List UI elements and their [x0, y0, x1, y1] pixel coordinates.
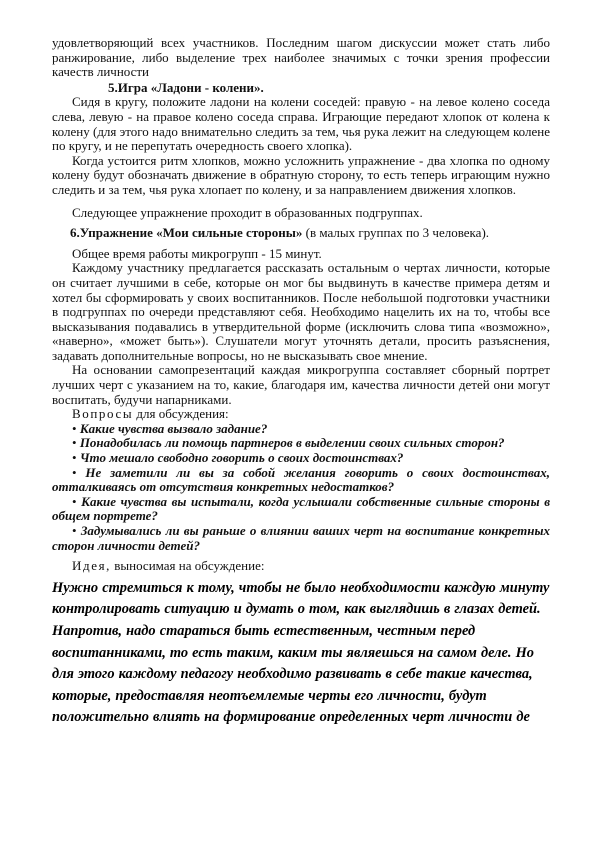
heading-exercise-note: (в малых группах по 3 человека). — [302, 225, 490, 241]
document-page — [52, 36, 550, 729]
idea-label — [52, 559, 550, 574]
question-text: Какие чувства вы испытали, когда услышали собственные сильные стороны в общем портрете? — [52, 493, 551, 524]
bullet-icon: • — [72, 420, 77, 436]
heading-game-palms-knees: 5.Игра «Ладони - колени». — [108, 79, 264, 95]
question-item — [52, 436, 550, 451]
question-item — [52, 422, 550, 437]
question-item — [52, 451, 550, 466]
question-text: Какие чувства вызвало задание? — [79, 420, 268, 436]
paragraph-group-portrait: На основании самопрезентаций каждая микрогруппа составляет сборный портрет лучших черт с указанием на то, какие, благодаря им, качества личности детей они могут воспитать, будучи напарниками. — [52, 362, 550, 407]
idea-label-spaced: Идея, — [72, 558, 112, 574]
paragraph-game-rules: Сидя в кругу, положите ладони на колени соседей: правую - на левое колено соседа слева, левую - на правое колено соседа справа. Играющие передают хлопок от колена к колену (для этого надо внимательно следить за тем, чья рука лежит на следующем колене по кругу, и не перепутать очередность своего хлопка). — [52, 94, 550, 154]
paragraph-next-exercise: Следующее упражнение проходит в образованных подгруппах. — [72, 204, 423, 220]
question-text: Понадобилась ли помощь партнеров в выделении своих сильных сторон? — [79, 435, 505, 451]
paragraph-work-time: Общее время работы микрогрупп - 15 минут. — [72, 245, 322, 261]
idea-text: Нужно стремиться к тому, чтобы не было необходимости каждую минуту контролировать ситуацию и думать о том, как выглядишь в глазах детей. Напротив, надо стараться быть естественным, честным перед воспитанниками, то есть таким, каким ты являешься на самом деле. Но для этого каждому педагогу необходимо развивать в себе такие качества, которые, предоставляя неотъемлемые черты его личности, будут положительно влиять на формирование определенных черт личности де — [52, 579, 550, 726]
heading-exercise-title: 6.Упражнение «Мои сильные стороны» — [70, 225, 303, 241]
paragraph-task-description: Каждому участнику предлагается рассказать остальным о чертах личности, которые он считает лучшими в себе, которые он мог бы выдвинуть в качестве примера детям и хотел бы сформировать у своих воспитанников. После небольшой подготовки участники в подгруппах по очереди представляют себя. Необходимо нацелить их на то, чтобы все высказывания подавались в утвердительной форме (исключить слова типа «возможно», «наверно», «может быть»). Слушатели могут уточнять детали, просить разъяснения, задавать дополнительные вопросы, но не высказывать свое мнение. — [52, 260, 550, 363]
questions-label-spaced: Вопросы — [72, 406, 134, 422]
question-text: Не заметили ли вы за собой желания говорить о своих достоинствах, отталкиваясь от отсутствия конкретных недостатков? — [52, 464, 551, 495]
idea-label-rest: выносимая на обсуждение: — [111, 558, 265, 574]
bullet-icon: • — [72, 464, 77, 480]
question-text: Что мешало свободно говорить о своих достоинствах? — [79, 450, 404, 466]
questions-label-rest: для обсуждения: — [133, 406, 229, 422]
paragraph-discussion-end: удовлетворяющий всех участников. Последним шагом дискуссии может стать либо ранжирование, либо выделение трех наиболее значимых с точки зрения профессии качеств личности — [52, 35, 550, 80]
bullet-icon: • — [72, 435, 77, 451]
heading-exercise-strengths — [52, 226, 550, 241]
questions-list — [52, 422, 550, 553]
questions-label — [52, 407, 550, 422]
question-item — [52, 524, 550, 553]
paragraph-game-complication: Когда устоится ритм хлопков, можно усложнить упражнение - два хлопка по одному колену будут обозначать движение в обратную сторону, то есть теперь играющим нужно следить и за тем, чья рука хлопает по колену, и за направлением движения хлопков. — [52, 152, 550, 197]
question-text: Задумывались ли вы раньше о влиянии ваших черт на воспитание конкретных сторон личности детей? — [52, 523, 550, 553]
bullet-icon: • — [72, 523, 77, 538]
question-item — [52, 495, 550, 524]
bullet-icon: • — [72, 450, 77, 466]
bullet-icon: • — [72, 493, 77, 509]
question-item — [52, 466, 550, 495]
